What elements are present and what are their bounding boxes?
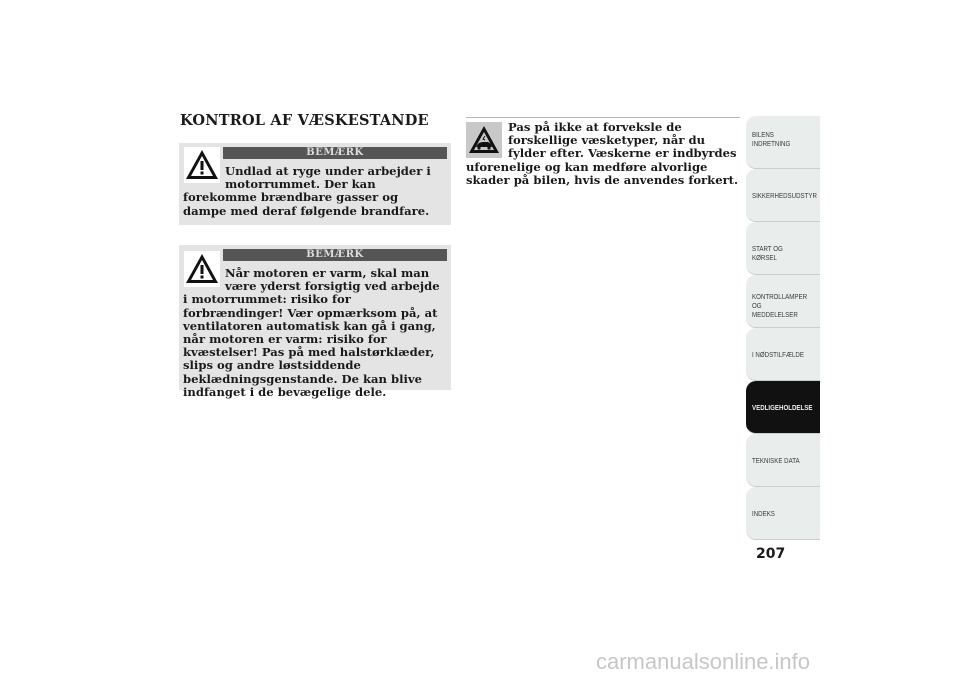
warning-text: Når motoren er varm, skal man være yderst forsigtig ved arbejde i motorrummet: risiko for forbrændinger! Vær opmærksom på, at ventilatoren automatisk kan gå i gang, når motoren er varm: risiko for kvæstelser! Pas på med halstørklæder, slips og andre løstsiddende beklædningsgenstande. De kan blive indfanget i de bevægelige dele. bbox=[183, 266, 440, 399]
tab-start-og-korsel[interactable]: START OG KØRSEL bbox=[746, 222, 820, 275]
tab-indeks[interactable]: INDEKS bbox=[746, 487, 820, 540]
tab-vedligeholdelse[interactable]: VEDLIGEHOLDELSE bbox=[746, 381, 820, 434]
tab-i-nodstilfaelde[interactable]: I NØDSTILFÆLDE bbox=[746, 328, 820, 381]
warning-box-smoking bbox=[179, 143, 451, 225]
warning-label: BEMÆRK bbox=[223, 147, 447, 159]
caution-text: Pas på ikke at forveksle de forskellige væsketyper, når du fylder efter. Væskerne er indbyrdes uforenelige og kan medføre alvorlige skader på bilen, hvis de anvendes forkert. bbox=[466, 120, 739, 187]
tab-bilens-indretning[interactable]: BILENS INDRETNING bbox=[746, 116, 820, 169]
tab-kontrollamper[interactable]: KONTROLLAMPER OG MEDDELELSER bbox=[746, 275, 820, 328]
warning-box-hot-engine bbox=[179, 245, 451, 399]
tab-tekniske-data[interactable]: TEKNISKE DATA bbox=[746, 434, 820, 487]
warning-label: BEMÆRK bbox=[223, 249, 447, 261]
tab-sikkerhedsudstyr[interactable]: SIKKERHEDSUDSTYR bbox=[746, 169, 820, 222]
section-heading: KONTROL AF VÆSKESTANDE bbox=[180, 112, 429, 129]
divider bbox=[466, 117, 740, 118]
watermark: carmanualsonline.info bbox=[596, 649, 811, 674]
page-number: 207 bbox=[756, 546, 786, 562]
warning-text: Undlad at ryge under arbejder i motorrummet. Der kan forekomme brændbare gasser og dampe med deraf følgende brandfare. bbox=[183, 164, 431, 218]
